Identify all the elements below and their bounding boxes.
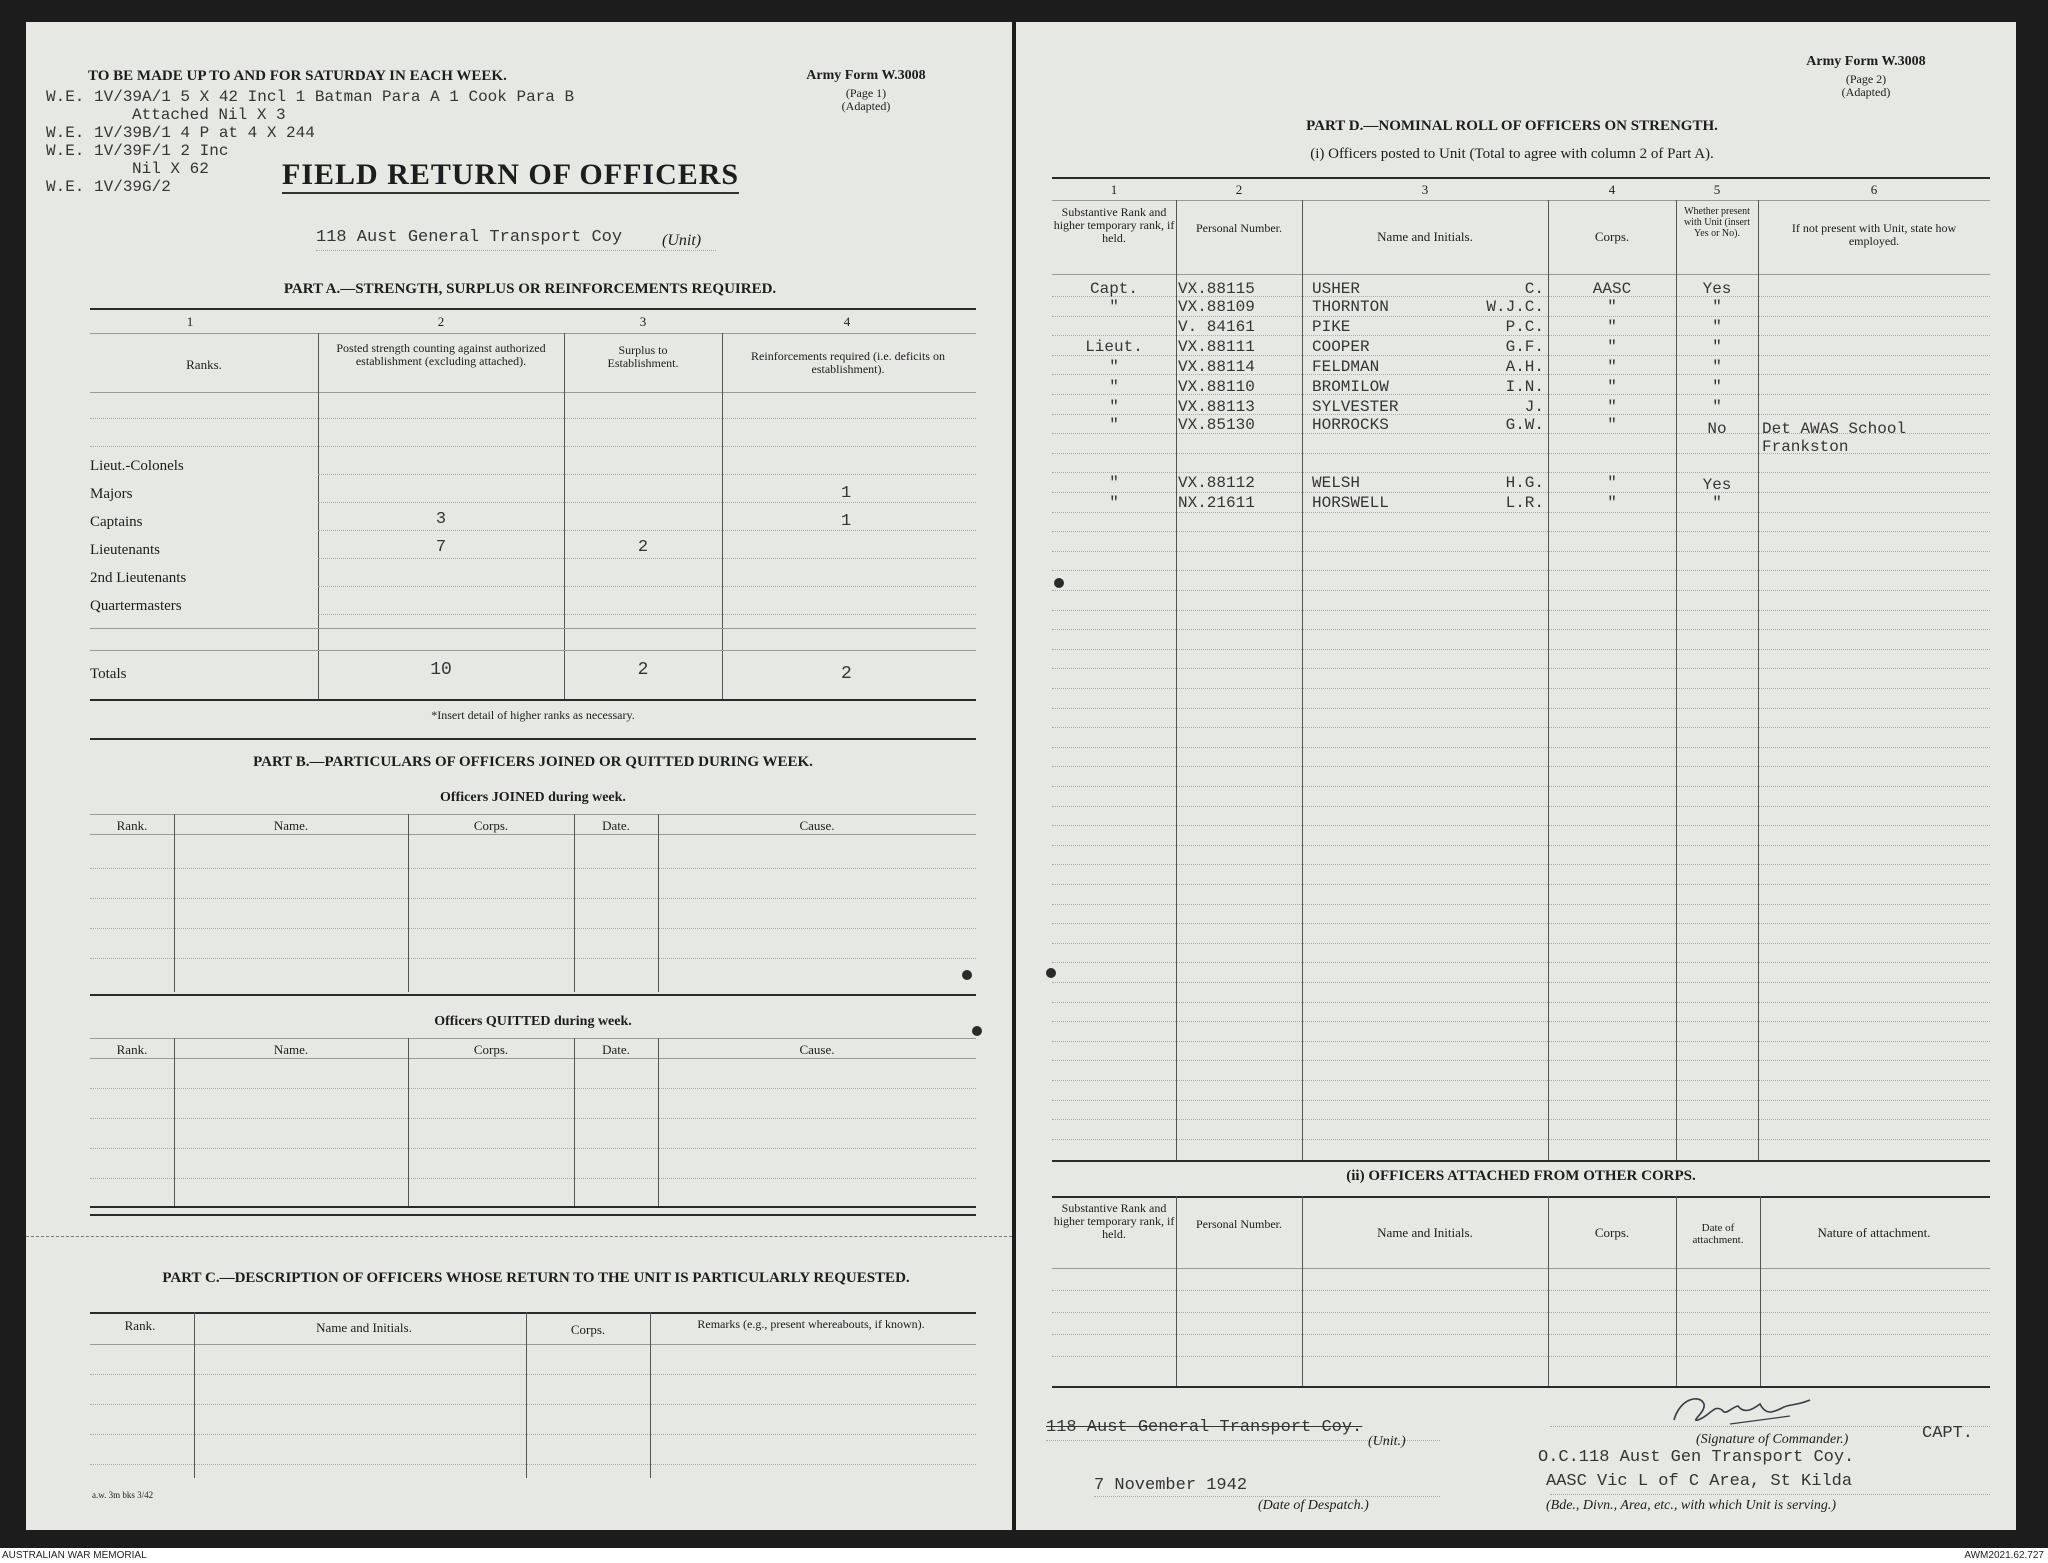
posted-value: 3 xyxy=(435,510,447,529)
roll-rank: " xyxy=(1109,474,1119,492)
roll-present: " xyxy=(1712,298,1722,316)
adapted-right: (Adapted) xyxy=(1841,85,1891,99)
roll-name: USHER xyxy=(1312,280,1361,298)
total-posted: 10 xyxy=(430,660,452,680)
roll-present: " xyxy=(1712,358,1722,376)
roll-rank: " xyxy=(1109,398,1119,416)
roll-name: THORNTON xyxy=(1312,298,1389,316)
roll-corps: " xyxy=(1607,378,1617,396)
roll-rank: " xyxy=(1109,378,1119,396)
roll-rule xyxy=(1052,590,1990,591)
part-d2-title: (ii) OFFICERS ATTACHED FROM OTHER CORPS. xyxy=(1346,1168,1696,1184)
archive-name: AUSTRALIAN WAR MEMORIAL xyxy=(2,1550,147,1561)
roll-rule xyxy=(1052,786,1990,787)
roll-number: NX.21611 xyxy=(1178,494,1255,512)
accession-number: AWM2021.62.727 xyxy=(1964,1550,2044,1561)
archive-footer xyxy=(0,1548,2048,1563)
surplus-value: 2 xyxy=(637,538,649,557)
roll-rule xyxy=(1052,688,1990,689)
col-number: 2 xyxy=(437,314,445,329)
roll-rank: " xyxy=(1109,416,1119,434)
roll-name: SYLVESTER xyxy=(1312,398,1399,416)
total-reinforcements: 2 xyxy=(841,664,852,684)
col-header-surplus: Surplus to Establishment. xyxy=(607,343,679,370)
part-b-title: PART B.—PARTICULARS OF OFFICERS JOINED OR QUITTED DURING WEEK. xyxy=(253,754,813,770)
quitted-title: Officers QUITTED during week. xyxy=(434,1014,632,1029)
roll-corps: " xyxy=(1607,398,1617,416)
typed-line: W.E. 1V/39A/1 5 X 42 Incl 1 Batman Para A 1 Cook Para B xyxy=(46,88,575,106)
quitted-col-name: Name. xyxy=(273,1042,309,1057)
sig-oc-line: O.C.118 Aust Gen Transport Coy. xyxy=(1538,1448,1855,1467)
roll-rule xyxy=(1052,570,1990,571)
joined-col-date: Date. xyxy=(602,818,630,833)
punch-hole xyxy=(1046,968,1056,978)
roll-rule xyxy=(1052,943,1990,944)
part-c-col-corps: Corps. xyxy=(570,1322,606,1337)
roll-initials: H.G. xyxy=(1505,474,1544,492)
roll-name: BROMILOW xyxy=(1312,378,1389,396)
sig-commander-label: (Signature of Commander.) xyxy=(1696,1432,1849,1447)
roll-rule xyxy=(1052,825,1990,826)
col-number: 1 xyxy=(1110,182,1118,197)
roll-number: VX.88113 xyxy=(1178,398,1255,416)
col-header-rank: Substantive Rank and higher temporary rank, if held. xyxy=(1053,205,1175,245)
roll-corps: " xyxy=(1607,358,1617,376)
part-a-title: PART A.—STRENGTH, SURPLUS OR REINFORCEMENTS REQUIRED. xyxy=(283,281,777,297)
roll-number: VX.88109 xyxy=(1178,298,1255,316)
roll-rank: Lieut. xyxy=(1085,338,1143,356)
rank-label: Lieutenants xyxy=(90,542,160,558)
punch-hole xyxy=(962,970,972,980)
part-c-col-rank: Rank. xyxy=(124,1318,156,1333)
col-header-reinforcements: Reinforcements required (i.e. deficits on establishment). xyxy=(751,349,945,376)
part-d-title: PART D.—NOMINAL ROLL OF OFFICERS ON STRENGTH. xyxy=(1306,118,1718,134)
d2-col-date: Date of attachment. xyxy=(1692,1222,1744,1246)
col-header-corps: Corps. xyxy=(1594,229,1630,244)
roll-rule xyxy=(1052,492,1990,493)
roll-rule xyxy=(1052,316,1990,317)
roll-rule xyxy=(1052,512,1990,513)
col-number: 5 xyxy=(1713,182,1721,197)
roll-initials: A.H. xyxy=(1505,358,1544,376)
col-header-employed: If not present with Unit, state how employed. xyxy=(1791,221,1957,248)
roll-rule xyxy=(1052,1080,1990,1081)
col-header-ranks: Ranks. xyxy=(186,357,222,372)
roll-rule xyxy=(1052,884,1990,885)
roll-initials: G.F. xyxy=(1505,338,1544,356)
joined-col-rank: Rank. xyxy=(116,818,148,833)
form-title: FIELD RETURN OF OFFICERS xyxy=(282,158,739,194)
roll-present: " xyxy=(1712,318,1722,336)
unit-typed: 118 Aust General Transport Coy xyxy=(316,228,623,247)
roll-corps: " xyxy=(1607,338,1617,356)
roll-initials: J. xyxy=(1524,398,1544,416)
instruction-text: TO BE MADE UP TO AND FOR SATURDAY IN EACH WEEK. xyxy=(88,68,507,84)
sig-capt: CAPT. xyxy=(1922,1424,1974,1443)
roll-rule xyxy=(1052,531,1990,532)
roll-present: Yes xyxy=(1702,476,1732,494)
part-c-title: PART C.—DESCRIPTION OF OFFICERS WHOSE RETURN TO THE UNIT IS PARTICULARLY REQUESTED. xyxy=(162,1270,910,1286)
roll-employed: Det AWAS School Frankston xyxy=(1762,420,1907,456)
roll-number: VX.88110 xyxy=(1178,378,1255,396)
roll-rule xyxy=(1052,610,1990,611)
typed-line: W.E. 1V/39F/1 2 Inc xyxy=(46,142,229,160)
right-page xyxy=(1016,22,2016,1530)
roll-corps: " xyxy=(1607,298,1617,316)
reinforcement-value: 1 xyxy=(841,512,852,531)
sig-area-line: AASC Vic L of C Area, St Kilda xyxy=(1546,1472,1853,1491)
sig-date-label: (Date of Despatch.) xyxy=(1258,1498,1369,1513)
roll-rule xyxy=(1052,1100,1990,1101)
roll-name: HORSWELL xyxy=(1312,494,1389,512)
roll-rule xyxy=(1052,727,1990,728)
sig-unit-label: (Unit.) xyxy=(1368,1434,1406,1449)
typed-line: W.E. 1V/39B/1 4 P at 4 X 244 xyxy=(46,124,315,142)
roll-name: COOPER xyxy=(1312,338,1370,356)
left-page xyxy=(26,22,1012,1530)
col-number: 2 xyxy=(1235,182,1243,197)
roll-rule xyxy=(1052,845,1990,846)
roll-number: VX.85130 xyxy=(1178,416,1255,434)
page-number-right: (Page 2) xyxy=(1845,72,1887,86)
roll-rule xyxy=(1052,864,1990,865)
d2-col-rank: Substantive Rank and higher temporary rank, if held. xyxy=(1053,1201,1175,1241)
typed-line: Nil X 62 xyxy=(132,160,209,178)
part-a-footnote: *Insert detail of higher ranks as necessary. xyxy=(431,708,635,722)
unit-label: (Unit) xyxy=(662,232,702,249)
d2-col-name: Name and Initials. xyxy=(1377,1225,1473,1240)
adapted-left: (Adapted) xyxy=(841,99,891,113)
roll-rule xyxy=(1052,1041,1990,1042)
roll-rule xyxy=(1052,806,1990,807)
roll-rule xyxy=(1052,747,1990,748)
roll-rule xyxy=(1052,923,1990,924)
rank-label: Quartermasters xyxy=(90,598,182,614)
roll-present: " xyxy=(1712,494,1722,512)
joined-col-cause: Cause. xyxy=(799,818,835,833)
roll-initials: W.J.C. xyxy=(1486,298,1544,316)
col-number: 1 xyxy=(186,314,194,329)
roll-name: WELSH xyxy=(1312,474,1361,492)
rank-label: Lieut.-Colonels xyxy=(90,458,184,474)
col-header-posted: Posted strength counting against authorized establishment (excluding attached). xyxy=(336,341,546,368)
punch-hole xyxy=(972,1026,982,1036)
roll-corps: " xyxy=(1607,494,1617,512)
roll-number: V. 84161 xyxy=(1178,318,1255,336)
roll-rule xyxy=(1052,708,1990,709)
col-number: 6 xyxy=(1870,182,1878,197)
form-number-left: Army Form W.3008 xyxy=(806,68,926,83)
roll-corps: AASC xyxy=(1592,280,1632,298)
roll-rule xyxy=(1052,962,1990,963)
roll-name: HORROCKS xyxy=(1312,416,1389,434)
roll-rule xyxy=(1052,982,1990,983)
col-number: 3 xyxy=(1421,182,1429,197)
joined-col-corps: Corps. xyxy=(473,818,509,833)
roll-initials: C. xyxy=(1524,280,1544,298)
roll-present: Yes xyxy=(1702,280,1732,298)
page-number-left: (Page 1) xyxy=(845,86,887,100)
rank-label: Majors xyxy=(90,486,133,502)
roll-rule xyxy=(1052,1119,1990,1120)
totals-label: Totals xyxy=(90,666,127,682)
reinforcement-value: 1 xyxy=(841,484,852,503)
roll-corps: " xyxy=(1607,318,1617,336)
part-d-subtitle: (i) Officers posted to Unit (Total to agree with column 2 of Part A). xyxy=(1310,146,1714,162)
roll-rule xyxy=(1052,649,1990,650)
roll-rule xyxy=(1052,904,1990,905)
roll-name: FELDMAN xyxy=(1312,358,1380,376)
quitted-col-cause: Cause. xyxy=(799,1042,835,1057)
roll-rule xyxy=(1052,472,1990,473)
roll-rule xyxy=(1052,1060,1990,1061)
rank-label: 2nd Lieutenants xyxy=(90,570,187,586)
total-surplus: 2 xyxy=(637,660,649,680)
roll-rank: " xyxy=(1109,494,1119,512)
roll-rule xyxy=(1052,551,1990,552)
roll-corps: " xyxy=(1607,416,1617,434)
part-c-col-remarks: Remarks (e.g., present whereabouts, if known). xyxy=(697,1317,925,1331)
col-header-present: Whether present with Unit (insert Yes or No). xyxy=(1683,206,1751,239)
print-code: a.w. 3m bks 3/42 xyxy=(92,1490,154,1500)
col-header-number: Personal Number. xyxy=(1196,221,1282,235)
roll-rank: Capt. xyxy=(1089,280,1138,298)
roll-name: PIKE xyxy=(1312,318,1351,336)
d2-col-corps: Corps. xyxy=(1594,1225,1630,1240)
quitted-col-rank: Rank. xyxy=(116,1042,148,1057)
sig-date-typed: 7 November 1942 xyxy=(1094,1476,1248,1495)
typed-line: Attached Nil X 3 xyxy=(132,106,286,124)
col-number: 3 xyxy=(639,314,647,329)
part-c-col-name: Name and Initials. xyxy=(316,1320,412,1335)
sig-unit-typed: 118 Aust General Transport Coy. xyxy=(1046,1418,1363,1437)
roll-initials: G.W. xyxy=(1505,416,1544,434)
roll-rule xyxy=(1052,668,1990,669)
roll-number: VX.88115 xyxy=(1178,280,1255,298)
typed-line: W.E. 1V/39G/2 xyxy=(46,178,171,196)
punch-hole xyxy=(1054,578,1064,588)
d2-col-nature: Nature of attachment. xyxy=(1817,1225,1931,1240)
quitted-col-date: Date. xyxy=(602,1042,630,1057)
roll-number: VX.88114 xyxy=(1178,358,1255,376)
col-number: 4 xyxy=(843,314,851,329)
roll-corps: " xyxy=(1607,474,1617,492)
roll-initials: L.R. xyxy=(1505,494,1544,512)
form-number-right: Army Form W.3008 xyxy=(1806,54,1926,69)
roll-initials: P.C. xyxy=(1505,318,1544,336)
joined-col-name: Name. xyxy=(273,818,309,833)
roll-rule xyxy=(1052,629,1990,630)
roll-number: VX.88111 xyxy=(1178,338,1255,356)
roll-rank: " xyxy=(1109,298,1119,316)
joined-title: Officers JOINED during week. xyxy=(440,790,626,805)
posted-value: 7 xyxy=(435,538,447,557)
roll-number: VX.88112 xyxy=(1178,474,1255,492)
d2-col-number: Personal Number. xyxy=(1196,1217,1282,1231)
quitted-col-corps: Corps. xyxy=(473,1042,509,1057)
roll-present: " xyxy=(1712,338,1722,356)
rank-label: Captains xyxy=(90,514,143,530)
roll-rule xyxy=(1052,1139,1990,1140)
roll-rule xyxy=(1052,766,1990,767)
roll-rule xyxy=(1052,1021,1990,1022)
col-header-name: Name and Initials. xyxy=(1377,229,1473,244)
roll-rank: " xyxy=(1109,358,1119,376)
roll-present: " xyxy=(1712,378,1722,396)
roll-present: No xyxy=(1707,420,1727,438)
sig-area-label: (Bde., Divn., Area, etc., with which Unit is serving.) xyxy=(1546,1498,1837,1513)
roll-rule xyxy=(1052,1002,1990,1003)
roll-initials: I.N. xyxy=(1505,378,1544,396)
roll-present: " xyxy=(1712,398,1722,416)
col-number: 4 xyxy=(1608,182,1616,197)
